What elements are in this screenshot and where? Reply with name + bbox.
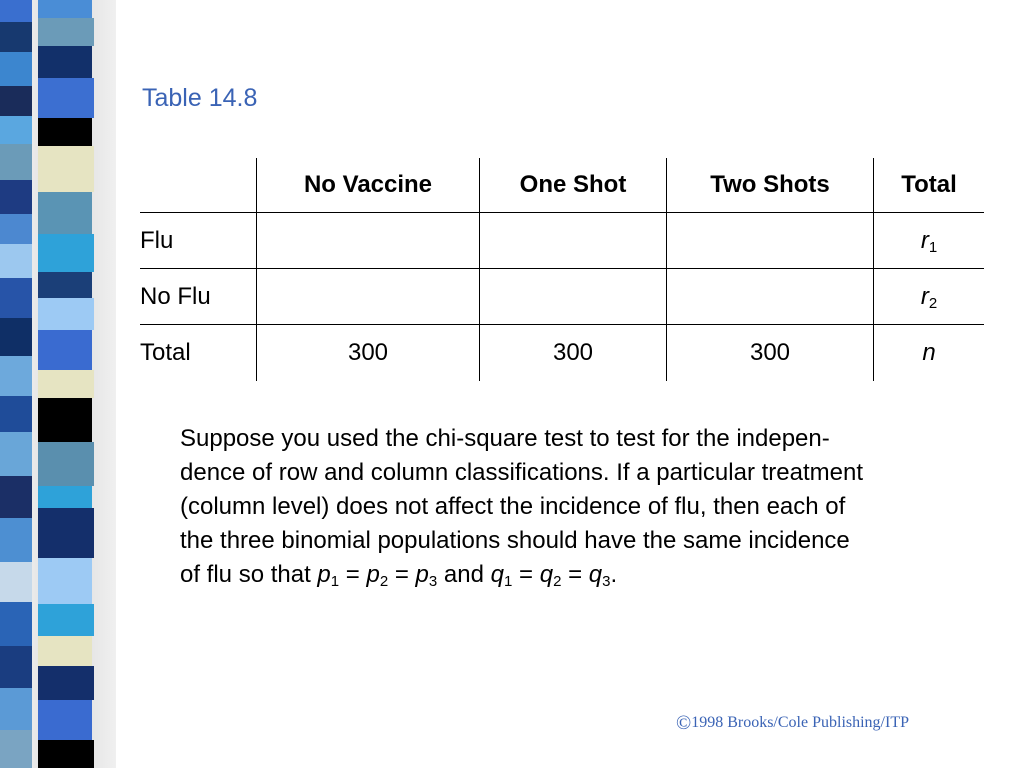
table-row-total: [140, 325, 984, 381]
table-cell: [667, 213, 874, 269]
row-label: No Flu: [140, 269, 257, 325]
striped-ribbon-graphic: [0, 0, 116, 768]
row-label: Flu: [140, 213, 257, 269]
row-total-cell: [874, 213, 985, 269]
paragraph-line: the three binomial populations should have the same incidence: [180, 527, 850, 554]
table-cell: [667, 269, 874, 325]
ribbon-left: [0, 0, 32, 768]
math-variable: p: [317, 561, 331, 588]
equals-sign: =: [339, 561, 367, 588]
period: .: [610, 561, 618, 588]
copyright-text: 1998 Brooks/Cole Publishing/ITP: [691, 714, 909, 731]
row-total-cell: [874, 269, 985, 325]
table-row-flu: [140, 213, 984, 269]
paragraph-line: dence of row and column classifications. If a particular treatment: [180, 459, 863, 486]
table-header-row: [140, 158, 984, 213]
row-label: Total: [140, 338, 191, 366]
paragraph-line: Suppose you used the chi-square test to test for the indepen-: [180, 425, 830, 452]
math-variable: r: [920, 282, 929, 310]
header-cell-one-shot: One Shot: [480, 158, 667, 213]
equals-sign: =: [561, 561, 589, 588]
equation-q: [491, 561, 611, 588]
explanation-paragraph: [180, 422, 1000, 592]
header-cell-total: Total: [874, 158, 985, 213]
table-row-no-flu: [140, 269, 984, 325]
math-subscript: 3: [428, 573, 438, 590]
math-subscript: 2: [379, 573, 389, 590]
table-cell: [257, 269, 480, 325]
table-cell: 300: [667, 325, 874, 381]
grand-total-cell: [874, 325, 985, 381]
and-word: and: [437, 561, 491, 588]
equals-sign: =: [512, 561, 540, 588]
paragraph-line-with-equation: [180, 558, 1000, 592]
decorative-side-strip: [0, 0, 116, 768]
header-cell-no-vaccine: No Vaccine: [257, 158, 480, 213]
contingency-table: [140, 158, 984, 381]
math-variable: n: [922, 338, 936, 366]
equals-sign: =: [388, 561, 416, 588]
math-variable: q: [588, 561, 603, 588]
math-subscript: 1: [504, 573, 513, 590]
line-prefix: of flu so that: [180, 561, 318, 588]
ribbon-right: [38, 0, 94, 768]
table-cell: [257, 213, 480, 269]
math-variable: q: [490, 561, 504, 588]
copyright-notice: [676, 712, 909, 735]
math-variable: q: [539, 561, 554, 588]
equation-p: [317, 561, 437, 588]
copyright-symbol: ©: [676, 712, 692, 734]
math-subscript: 1: [928, 238, 938, 256]
header-cell-blank: [140, 158, 257, 213]
math-subscript: 2: [553, 573, 562, 590]
paragraph-line: (column level) does not affect the incidence of flu, then each of: [180, 493, 846, 520]
slide-title: Table 14.8: [142, 84, 258, 112]
table-cell: 300: [257, 325, 480, 381]
math-variable: r: [920, 226, 929, 254]
math-subscript: 2: [928, 294, 938, 312]
header-cell-two-shots: Two Shots: [667, 158, 874, 213]
math-variable: p: [415, 561, 429, 588]
math-subscript: 3: [602, 573, 611, 590]
table-cell: 300: [480, 325, 667, 381]
table-cell: [480, 269, 667, 325]
math-subscript: 1: [330, 573, 340, 590]
math-variable: p: [366, 561, 380, 588]
table-cell: [480, 213, 667, 269]
